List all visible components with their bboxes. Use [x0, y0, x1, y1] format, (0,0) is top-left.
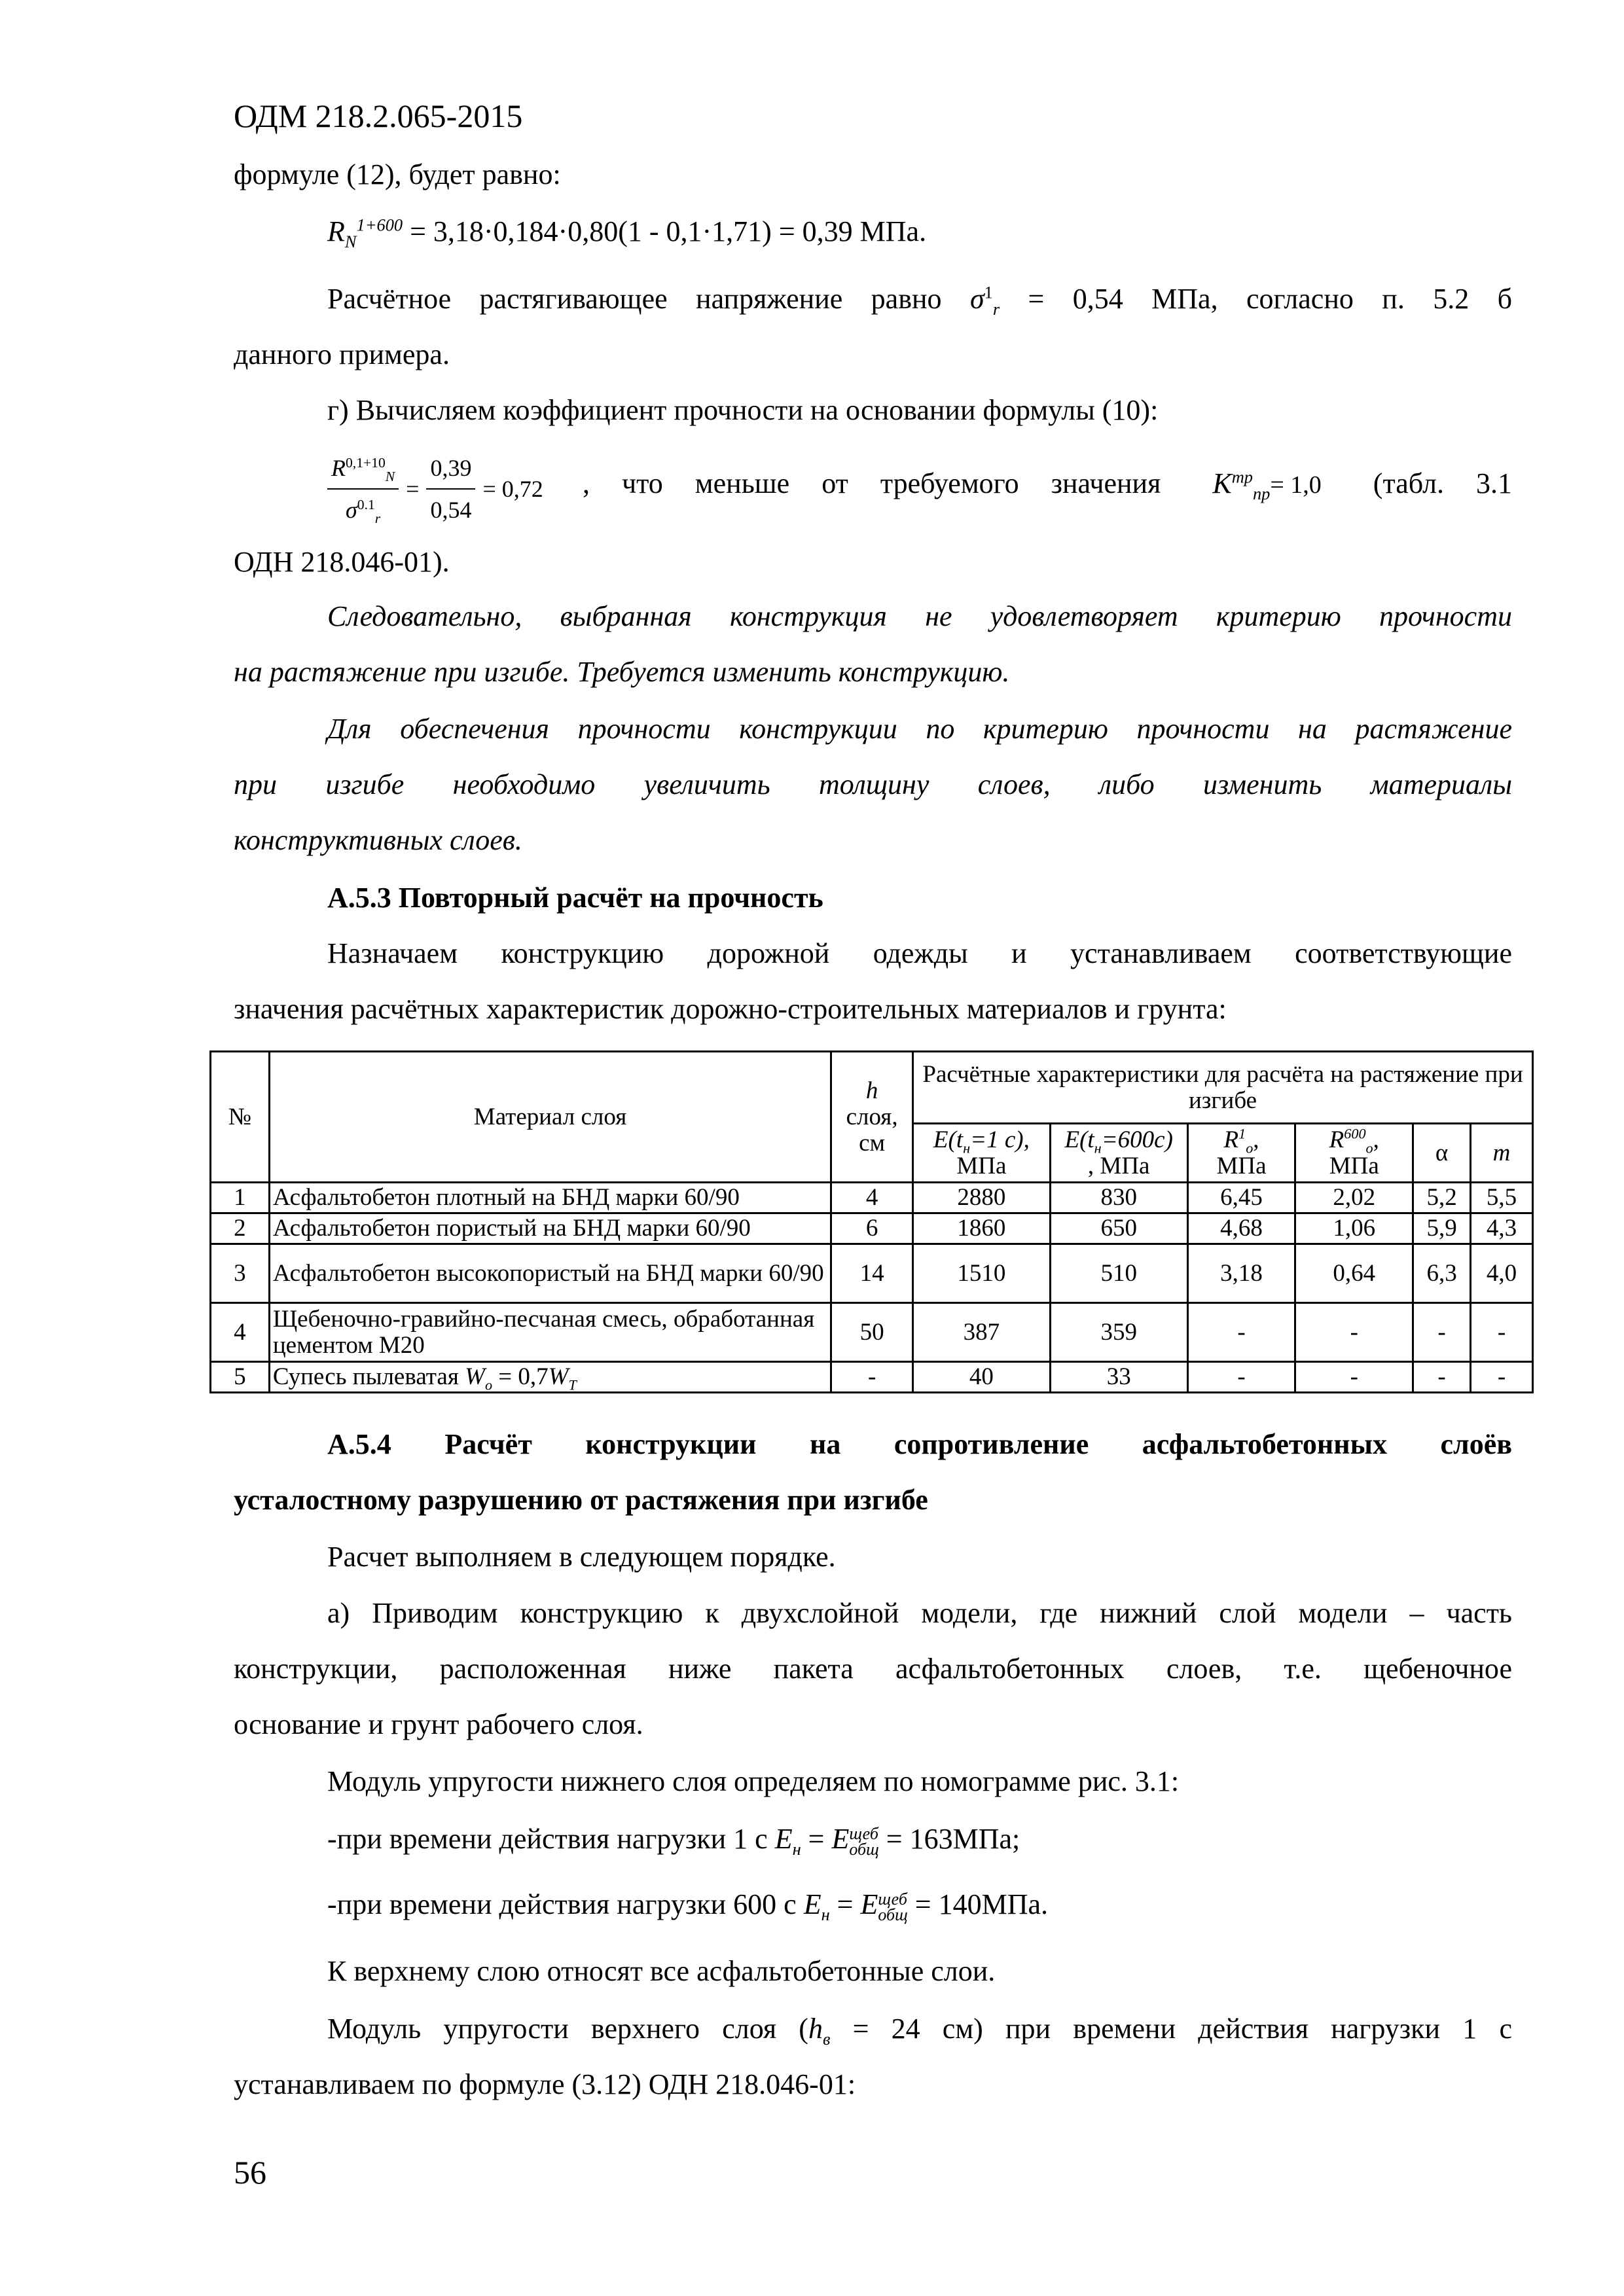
load-600s-e2-sup: щеб	[878, 1889, 907, 1909]
row5-no: 5	[211, 1362, 270, 1393]
formula-rn	[327, 214, 926, 249]
load-1s-e: E	[774, 1823, 793, 1855]
formula-k-num-r: R	[331, 455, 346, 481]
section-a54-title-line2: усталостному разрушению от растяжения при изгибе	[234, 1484, 928, 1516]
table-row	[211, 1183, 1533, 1213]
formula-rn-expression: = 3,18·0,184·0,80(1 - 0,1·1,71) = 0,39 МПа.	[403, 215, 927, 247]
stress-text-a: Расчётное растягивающее напряжение равно	[327, 283, 970, 315]
formula-k-fraction1	[327, 450, 399, 528]
formula-k-frac2-num: 0,39	[426, 450, 475, 490]
stress-sigma: σ	[969, 283, 984, 315]
row5-material-w: W	[465, 1363, 485, 1390]
upper-mod-text-a: Модуль упругости верхнего слоя (	[327, 2013, 808, 2045]
formula-k-num-sup: 0,1+10	[346, 455, 386, 471]
formula-k-k: K	[1212, 467, 1232, 499]
step-a-line1: а) Приводим конструкцию к двухслойной модели, где нижний слой модели – часть	[327, 1597, 1512, 1629]
row1-no: 1	[211, 1183, 270, 1213]
header-e600-a: E(t	[1064, 1126, 1094, 1153]
header-h-label: слоя,	[846, 1103, 898, 1130]
row1-e1: 2880	[913, 1183, 1051, 1213]
formula-k-den-sup: 0.1	[357, 497, 375, 512]
header-r600-sub: o	[1365, 1139, 1373, 1156]
header-r600-unit: МПа	[1329, 1152, 1379, 1179]
header-h-unit: см	[859, 1129, 886, 1157]
header-r1: $R^1_o$, МПа	[1187, 1124, 1295, 1183]
recommend-line3: конструктивных слоев.	[234, 824, 522, 856]
formula-k-text-a: , что меньше от требуемого значения	[583, 467, 1161, 499]
load-600s-e-sub: н	[821, 1904, 830, 1924]
row2-e600: 650	[1050, 1213, 1187, 1244]
load-600s-e: E	[803, 1888, 821, 1920]
row1-r1: 6,45	[1187, 1183, 1295, 1213]
upper-mod-h: h	[808, 2013, 823, 2045]
order-text: Расчет выполняем в следующем порядке.	[327, 1541, 836, 1573]
load-600s-text: -при времени действия нагрузки 600 с	[327, 1888, 804, 1920]
formula-strength-coefficient	[327, 450, 543, 528]
row3-e1: 1510	[913, 1244, 1051, 1303]
header-thickness	[831, 1052, 913, 1183]
section-a54-title-line1: А.5.4 Расчёт конструкции на сопротивление асфальтобетонных слоёв	[327, 1428, 1512, 1460]
row4-h: 50	[831, 1303, 913, 1362]
formula-rn-sup: 1+600	[356, 215, 403, 235]
table-header-row1	[211, 1052, 1533, 1124]
stress-sigma-sup: 1	[984, 282, 993, 302]
row3-r600: 0,64	[1295, 1244, 1413, 1303]
row5-e1: 40	[913, 1362, 1051, 1393]
header-e1-unit: МПа	[956, 1152, 1007, 1179]
header-m: m	[1471, 1124, 1533, 1183]
table-row	[211, 1303, 1533, 1362]
header-e1	[913, 1124, 1051, 1183]
row4-r600: -	[1295, 1303, 1413, 1362]
formula-rn-symbol: R	[327, 215, 345, 247]
upper-modulus-line1	[327, 2011, 1512, 2047]
load-1s-e2-sub: общ	[849, 1839, 879, 1859]
row3-material: Асфальтобетон высокопористый на БНД марки 60/90	[269, 1244, 831, 1303]
row5-h: -	[831, 1362, 913, 1393]
formula-k-text-b: (табл. 3.1	[1373, 467, 1513, 499]
step-g-text: г) Вычисляем коэффициент прочности на основании формулы (10):	[327, 394, 1159, 426]
load-600s-e2-sub: общ	[878, 1905, 908, 1924]
row5-material-w2sub: T	[568, 1376, 577, 1393]
row2-material: Асфальтобетон пористый на БНД марки 60/90	[269, 1213, 831, 1244]
row5-material-b: = 0,7	[492, 1363, 549, 1390]
formula-k-den-sub: r	[374, 511, 381, 527]
row5-alpha: -	[1413, 1362, 1471, 1393]
header-e600-b: =600с)	[1101, 1126, 1173, 1153]
formula-rn-sub: N	[344, 231, 357, 251]
formula-k-k-sub: пр	[1252, 483, 1271, 503]
formula-k-frac2-den: 0,54	[430, 497, 472, 523]
row5-r1: -	[1187, 1362, 1295, 1393]
row3-e600: 510	[1050, 1244, 1187, 1303]
recommend-line1: Для обеспечения прочности конструкции по критерию прочности на растяжение	[327, 713, 1512, 745]
row5-r600: -	[1295, 1362, 1413, 1393]
row4-e600: 359	[1050, 1303, 1187, 1362]
header-r1-sub: o	[1246, 1139, 1254, 1156]
header-e600-unit: , МПа	[1087, 1152, 1150, 1179]
row2-r1: 4,68	[1187, 1213, 1295, 1244]
row4-alpha: -	[1413, 1303, 1471, 1362]
load-time-1s	[327, 1821, 1020, 1857]
stress-paragraph-line1	[327, 281, 1512, 317]
table-row	[211, 1213, 1533, 1244]
header-r1-unit: МПа	[1216, 1152, 1267, 1179]
formula-k-text	[583, 466, 1512, 503]
load-1s-eq: =	[801, 1823, 832, 1855]
formula-k-result: = 0,72	[482, 476, 543, 502]
load-1s-text: -при времени действия нагрузки 1 с	[327, 1823, 775, 1855]
load-600s-e2-scripts	[878, 1889, 908, 1924]
formula-k-fraction2	[426, 450, 475, 528]
row4-no: 4	[211, 1303, 270, 1362]
row2-e1: 1860	[913, 1213, 1051, 1244]
formula-k-k-sup: тр	[1231, 467, 1253, 487]
stress-paragraph-line2: данного примера.	[234, 338, 450, 370]
assign-line1: Назначаем конструкцию дорожной одежды и устанавливаем соответствующие	[327, 937, 1512, 969]
row5-material-a: Супесь пылеватая	[272, 1363, 465, 1390]
row3-alpha: 6,3	[1413, 1244, 1471, 1303]
row1-material: Асфальтобетон плотный на БНД марки 60/90	[269, 1183, 831, 1213]
intro-text: формуле (12), будет равно:	[234, 158, 561, 190]
conclusion-line1: Следовательно, выбранная конструкция не удовлетворяет критерию прочности	[327, 600, 1512, 632]
row4-r1: -	[1187, 1303, 1295, 1362]
header-e1-b: =1 с),	[970, 1126, 1030, 1153]
row4-e1: 387	[913, 1303, 1051, 1362]
row2-no: 2	[211, 1213, 270, 1244]
header-group: Расчётные характеристики для расчёта на растяжение при изгибе	[913, 1052, 1533, 1124]
header-e600	[1050, 1124, 1187, 1183]
assign-line2: значения расчётных характеристик дорожно-строительных материалов и грунта:	[234, 993, 1227, 1025]
row3-h: 14	[831, 1244, 913, 1303]
row5-material-wsub: o	[484, 1376, 493, 1393]
load-1s-unit: МПа;	[952, 1823, 1020, 1855]
row5-e600: 33	[1050, 1362, 1187, 1393]
row4-material: Щебеночно-гравийно-песчаная смесь, обработанная цементом М20	[269, 1303, 831, 1362]
header-r1-a: R	[1223, 1126, 1239, 1153]
upper-mod-h-sub: в	[822, 2028, 831, 2049]
formula-k-required	[1212, 466, 1321, 503]
header-r1-sup: 1	[1238, 1125, 1246, 1142]
row1-e600: 830	[1050, 1183, 1187, 1213]
row1-h: 4	[831, 1183, 913, 1213]
load-1s-e-sub: н	[792, 1839, 801, 1859]
row1-m: 5,5	[1471, 1183, 1533, 1213]
step-a-line3: основание и грунт рабочего слоя.	[234, 1708, 643, 1740]
table-row	[211, 1244, 1533, 1303]
load-600s-eq: =	[829, 1888, 861, 1920]
header-r600-a: R	[1329, 1126, 1344, 1153]
stress-sigma-sub: r	[992, 298, 1000, 319]
load-1s-value: = 163	[878, 1823, 953, 1855]
step-a-line2: конструкции, расположенная ниже пакета асфальтобетонных слоев, т.е. щебеночное	[234, 1653, 1512, 1685]
formula-k-num-sub: N	[385, 469, 395, 485]
load-600s-value: = 140	[907, 1888, 982, 1920]
row1-r600: 2,02	[1295, 1183, 1413, 1213]
load-1s-e2-sup: щеб	[849, 1823, 878, 1843]
row3-no: 3	[211, 1244, 270, 1303]
upper-layer-text: К верхнему слою относят все асфальтобетонные слои.	[327, 1955, 996, 1987]
load-600s-unit: МПа.	[981, 1888, 1049, 1920]
formula-k-line2: ОДН 218.046-01).	[234, 546, 450, 578]
row2-alpha: 5,9	[1413, 1213, 1471, 1244]
formula-k-eq: =	[406, 476, 420, 502]
page-number: 56	[234, 2154, 266, 2191]
formula-k-k-val: = 1,0	[1270, 471, 1322, 499]
modulus-text: Модуль упругости нижнего слоя определяем по номограмме рис. 3.1:	[327, 1765, 1180, 1797]
header-alpha: α	[1413, 1124, 1471, 1183]
row4-m: -	[1471, 1303, 1533, 1362]
row5-material-w2: W	[548, 1363, 569, 1390]
load-time-600s	[327, 1887, 1048, 1923]
row3-r1: 3,18	[1187, 1244, 1295, 1303]
header-e1-sub: н	[963, 1139, 971, 1156]
row2-h: 6	[831, 1213, 913, 1244]
upper-mod-text-b: = 24 см) при времени действия нагрузки 1 с	[830, 2013, 1512, 2045]
row1-alpha: 5,2	[1413, 1183, 1471, 1213]
row2-r600: 1,06	[1295, 1213, 1413, 1244]
row2-m: 4,3	[1471, 1213, 1533, 1244]
load-1s-e2-scripts	[849, 1823, 879, 1859]
section-a53-title: А.5.3 Повторный расчёт на прочность	[327, 882, 823, 914]
header-h-symbol: h	[865, 1077, 878, 1104]
header-no: №	[211, 1052, 270, 1183]
materials-table	[209, 1050, 1534, 1393]
row5-m: -	[1471, 1362, 1533, 1393]
header-r600-sup: 600	[1344, 1125, 1366, 1142]
upper-modulus-line2: устанавливаем по формуле (3.12) ОДН 218.046-01:	[234, 2068, 856, 2100]
header-material: Материал слоя	[269, 1052, 831, 1183]
header-e1-a: E(t	[933, 1126, 964, 1153]
document-code: ОДМ 218.2.065-2015	[234, 98, 523, 134]
recommend-line2: при изгибе необходимо увеличить толщину слоев, либо изменить материалы	[234, 768, 1512, 800]
row5-material	[269, 1362, 831, 1393]
load-1s-e2: E	[831, 1823, 850, 1855]
header-r600: $R^{600}_o$, МПа	[1295, 1124, 1413, 1183]
formula-k-den-sigma: σ	[346, 497, 357, 523]
table-row	[211, 1362, 1533, 1393]
conclusion-line2: на растяжение при изгибе. Требуется изменить конструкцию.	[234, 656, 1010, 688]
load-600s-e2: E	[860, 1888, 878, 1920]
header-e600-sub: н	[1094, 1139, 1102, 1156]
row3-m: 4,0	[1471, 1244, 1533, 1303]
stress-text-b: = 0,54 МПа, согласно п. 5.2 б	[1000, 283, 1512, 315]
